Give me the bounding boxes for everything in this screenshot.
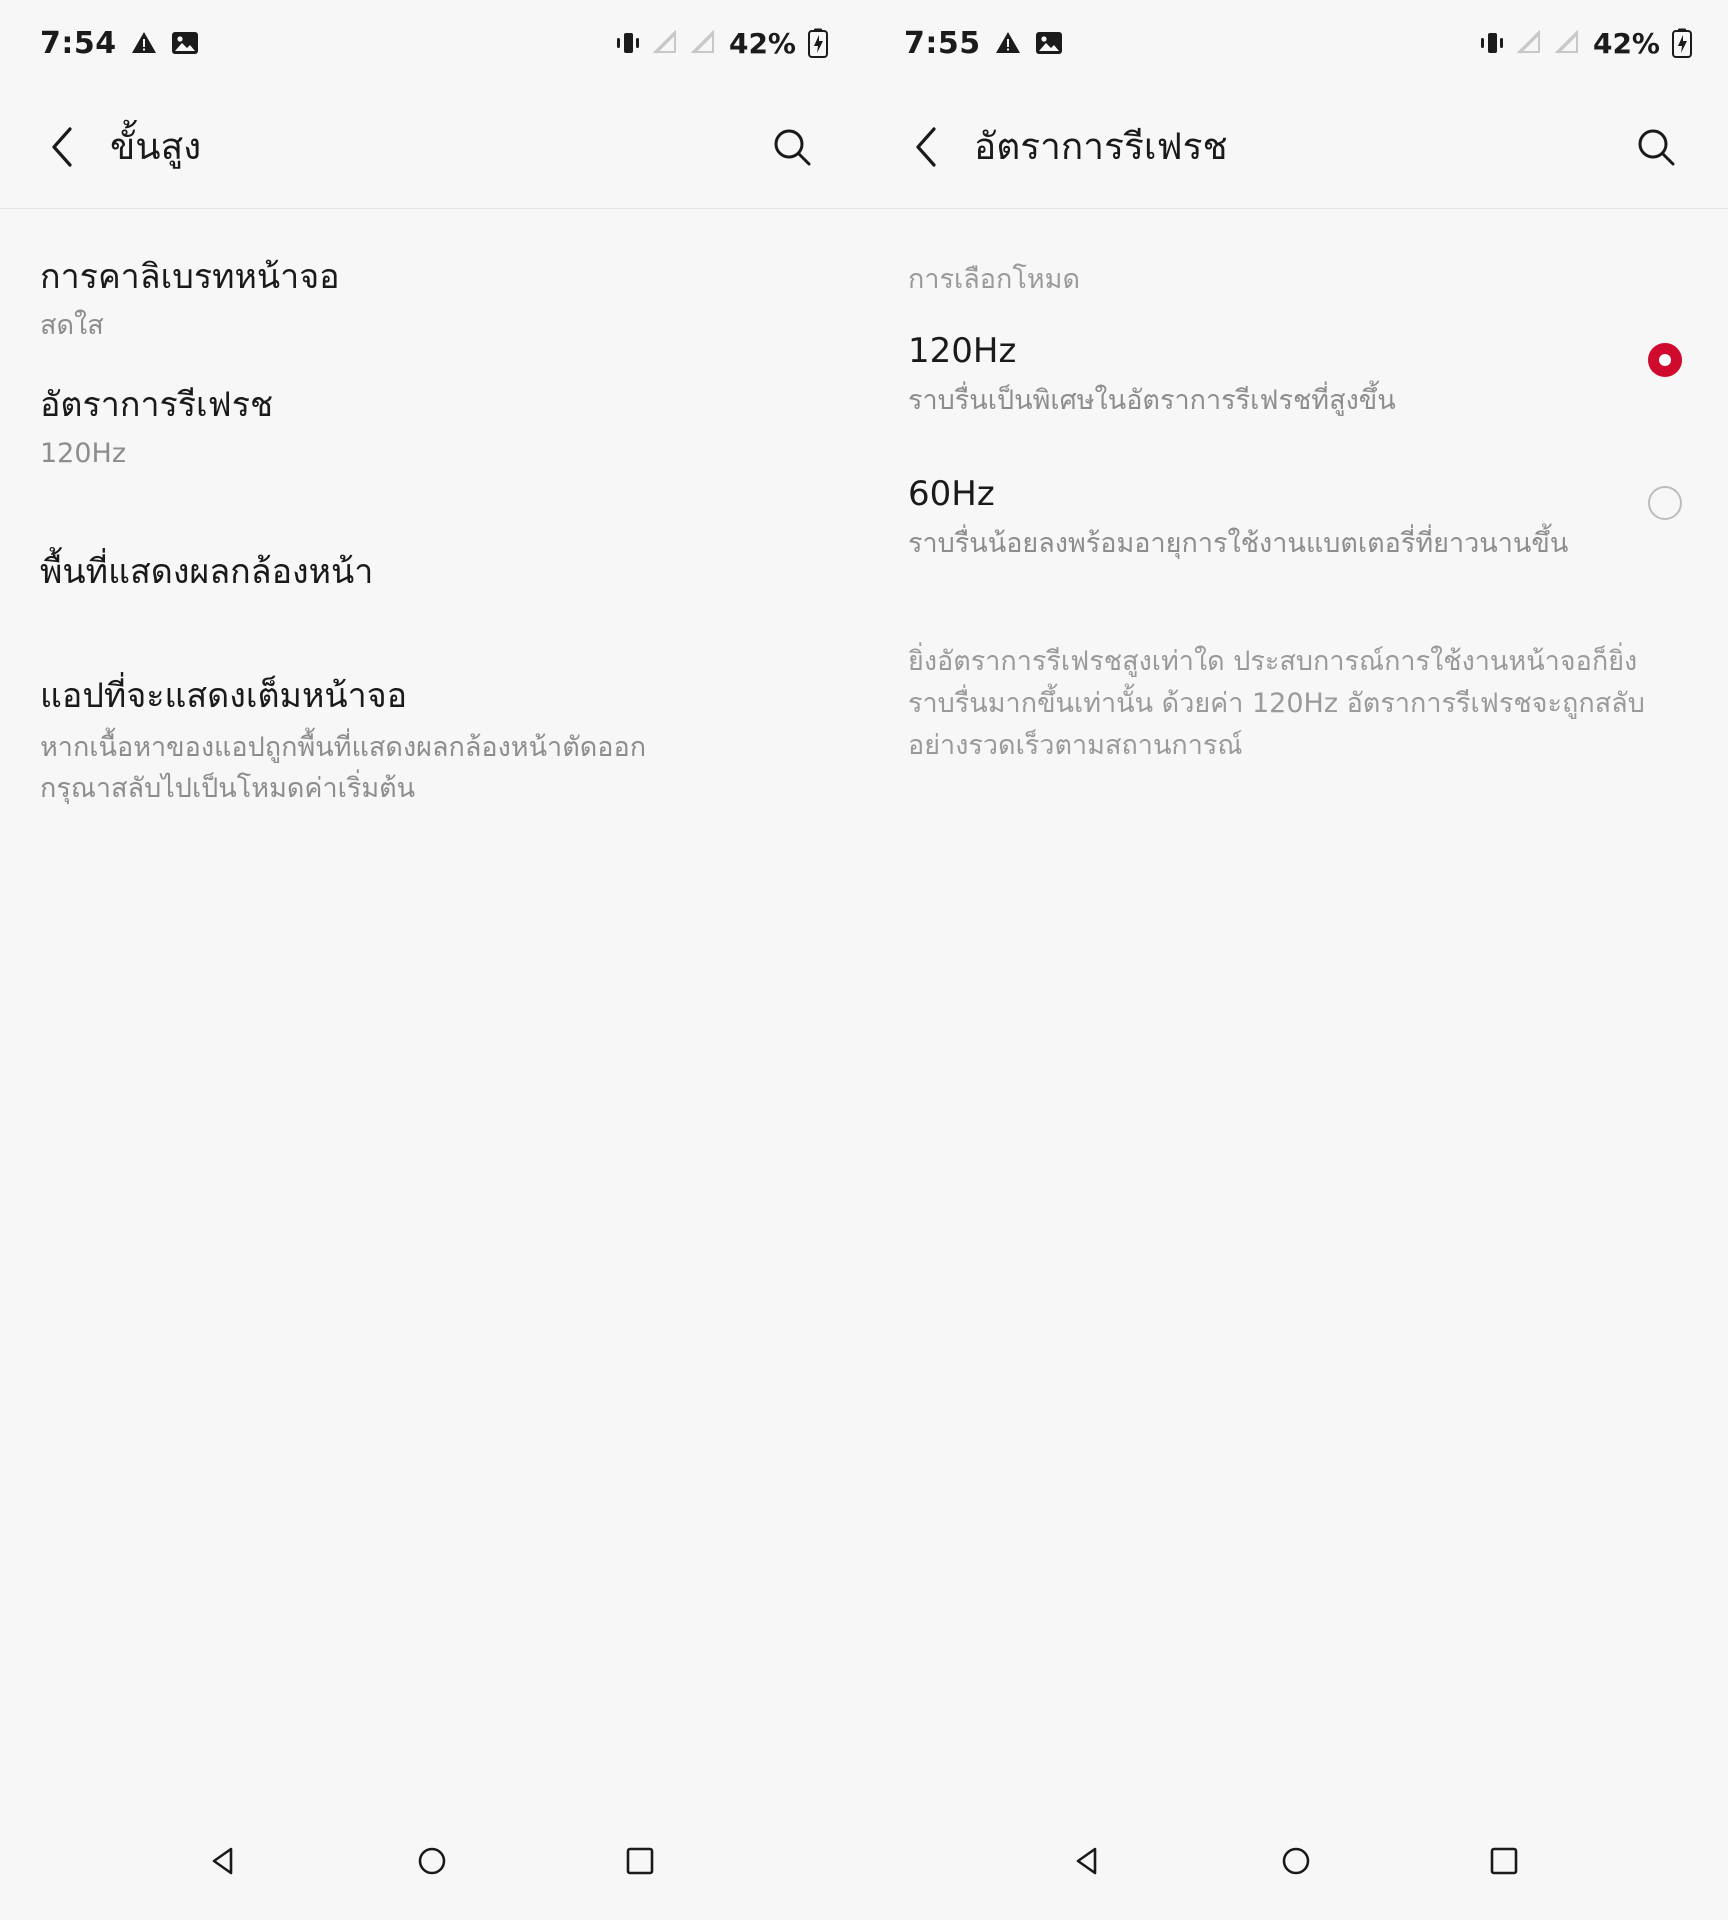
settings-list: [0, 209, 864, 1802]
battery-percent: 42%: [1592, 26, 1660, 60]
signal-off-icon: [1517, 30, 1543, 56]
status-time: 7:55: [904, 25, 981, 61]
vibrate-icon: [615, 30, 641, 56]
radio-button-120hz[interactable]: [1648, 343, 1682, 377]
status-bar: [864, 0, 1728, 86]
spacer: [0, 606, 864, 646]
status-bar-left: [40, 26, 199, 61]
image-icon: [171, 30, 199, 56]
setting-item-refresh-rate[interactable]: [0, 355, 864, 483]
app-bar: [864, 86, 1728, 208]
option-text: [908, 472, 1648, 563]
setting-item-fullscreen-apps[interactable]: [0, 646, 864, 819]
option-description: ราบรื่นเป็นพิเศษในอัตราการรีเฟรชที่สูงขึ้น: [908, 384, 1396, 416]
setting-title: อัตราการรีเฟรช: [40, 384, 274, 425]
signal-off-icon: [653, 30, 679, 56]
setting-title: แอปที่จะแสดงเต็มหน้าจอ: [40, 676, 408, 717]
home-circle-icon[interactable]: [1267, 1832, 1325, 1890]
status-bar-right: [1479, 27, 1692, 60]
radio-button-60hz[interactable]: [1648, 486, 1682, 520]
setting-item-front-camera-area[interactable]: [0, 522, 864, 606]
warning-icon: [995, 31, 1021, 55]
recents-square-icon[interactable]: [611, 1832, 669, 1890]
option-text: [908, 329, 1648, 420]
setting-title: การคาลิเบรทหน้าจอ: [40, 257, 340, 297]
option-description: ราบรื่นน้อยลงพร้อมอายุการใช้งานแบตเตอรี่ที่ยาวนานขึ้น: [908, 528, 1569, 560]
navigation-bar: [864, 1802, 1728, 1920]
back-button[interactable]: [898, 118, 956, 176]
battery-percent: 42%: [728, 26, 796, 60]
battery-icon: [808, 28, 828, 58]
home-circle-icon[interactable]: [403, 1832, 461, 1890]
option-row-120hz[interactable]: [864, 303, 1728, 446]
signal-off-icon: [691, 30, 717, 56]
status-bar-left: [904, 26, 1063, 61]
status-time: 7:54: [40, 25, 117, 61]
option-row-60hz[interactable]: [864, 446, 1728, 589]
section-label-mode-selection: การเลือกโหมด: [908, 264, 1080, 295]
vibrate-icon: [1479, 30, 1505, 56]
refresh-rate-options: [864, 209, 1728, 1802]
back-button[interactable]: [34, 118, 92, 176]
setting-title: พื้นที่แสดงผลกล้องหน้า: [40, 552, 374, 593]
search-icon[interactable]: [1626, 117, 1686, 177]
recents-square-icon[interactable]: [1475, 1832, 1533, 1890]
page-title: อัตราการรีเฟรช: [974, 124, 1228, 168]
option-title: 60Hz: [908, 474, 995, 515]
status-bar: [0, 0, 864, 86]
setting-value: สดใส: [40, 309, 104, 341]
back-triangle-icon[interactable]: [195, 1832, 253, 1890]
setting-value: 120Hz: [40, 437, 127, 469]
battery-icon: [1672, 28, 1692, 58]
spacer: [0, 482, 864, 522]
navigation-bar: [0, 1802, 864, 1920]
app-bar: [0, 86, 864, 208]
page-title: ขั้นสูง: [110, 124, 202, 168]
right-phone-screen: [864, 0, 1728, 1920]
footnote-text: ยิ่งอัตราการรีเฟรชสูงเท่าใด ประสบการณ์การใช้งานหน้าจอก็ยิ่งราบรื่นมากขึ้นเท่านั้น ด้วยค่า 120Hz อัตราการรีเฟรชจะถูกสลับอย่างรวดเร็วตามสถานการณ์: [908, 646, 1645, 762]
option-title: 120Hz: [908, 330, 1017, 371]
back-triangle-icon[interactable]: [1059, 1832, 1117, 1890]
setting-description: หากเนื้อหาของแอปถูกพื้นที่แสดงผลกล้องหน้าตัดออก กรุณาสลับไปเป็นโหมดค่าเริ่มต้น: [40, 732, 647, 804]
warning-icon: [131, 31, 157, 55]
status-bar-right: [615, 27, 828, 60]
signal-off-icon: [1555, 30, 1581, 56]
image-icon: [1035, 30, 1063, 56]
setting-item-screen-calibration[interactable]: [0, 227, 864, 355]
search-icon[interactable]: [762, 117, 822, 177]
